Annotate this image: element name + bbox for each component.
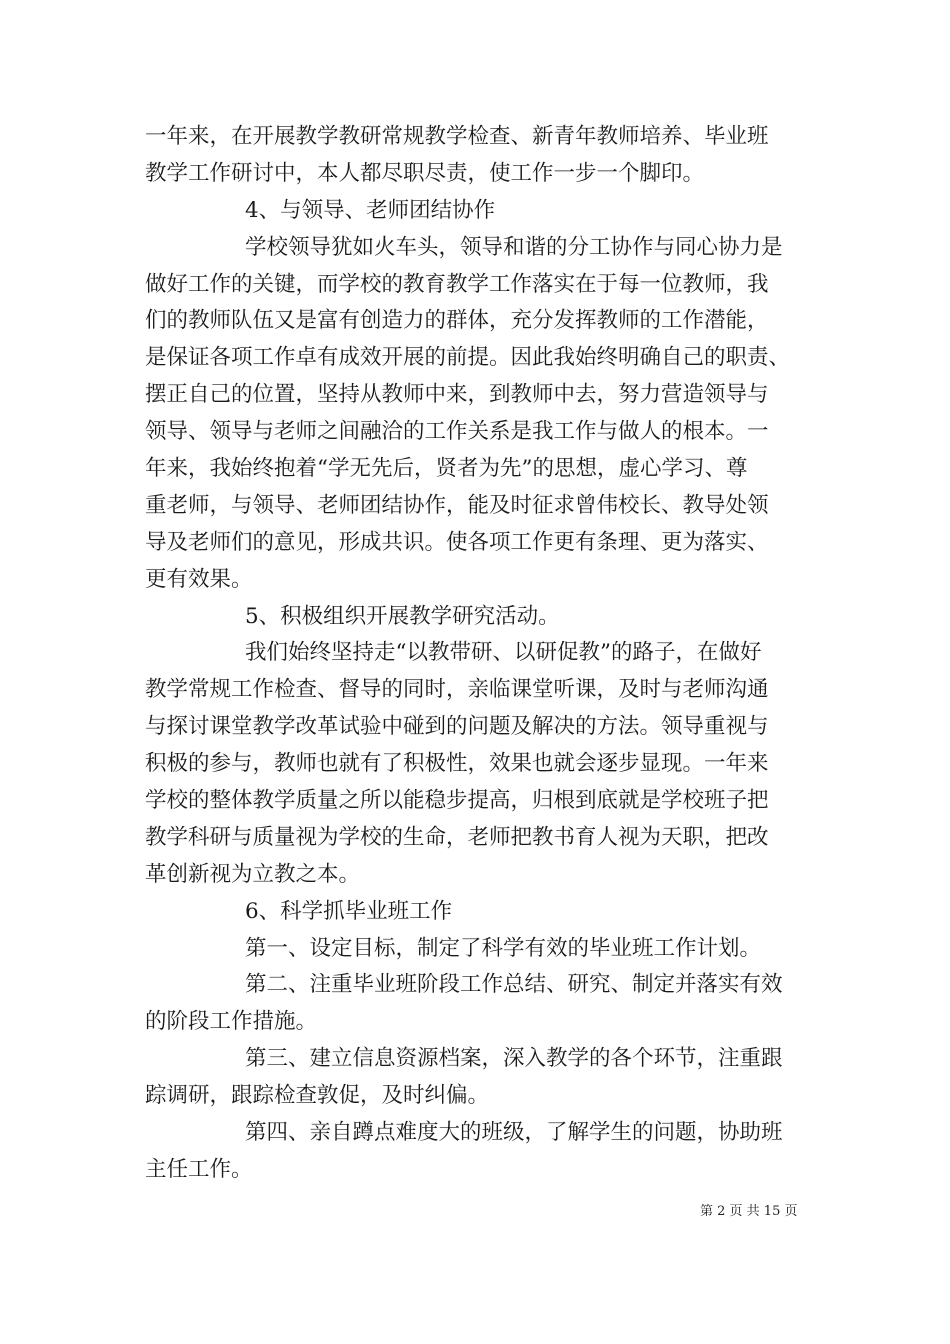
paragraph-line: 们的教师队伍又是富有创造力的群体，充分发挥教师的工作潜能， — [145, 308, 769, 334]
paragraph-line: 踪调研，跟踪检查敦促，及时纠偏。 — [145, 1083, 490, 1109]
paragraph-line: 年来，我始终抱着“学无先后，贤者为先”的思想，虚心学习、尊 — [145, 456, 748, 482]
paragraph-line: 重老师，与领导、老师团结协作，能及时征求曾伟校长、教导处领 — [145, 492, 769, 518]
paragraph-line: 教学常规工作检查、督导的同时，亲临课堂听课，及时与老师沟通 — [145, 677, 769, 703]
paragraph-line-indented: 第四、亲自蹲点难度大的班级，了解学生的问题，协助班 — [245, 1120, 783, 1146]
paragraph-line: 是保证各项工作卓有成效开展的前提。因此我始终明确自己的职责、 — [145, 345, 791, 371]
paragraph-line: 做好工作的关键，而学校的教育教学工作落实在于每一位教师，我 — [145, 271, 769, 297]
paragraph-line: 一年来，在开展教学教研常规教学检查、新青年教师培养、毕业班 — [145, 124, 769, 149]
paragraph-line: 主任工作。 — [145, 1156, 253, 1182]
page-number: 第 2 页 共 15 页 — [700, 1204, 798, 1219]
paragraph-line-indented: 4、与领导、老师团结协作 — [245, 197, 496, 223]
paragraph-line-indented: 第三、建立信息资源档案，深入教学的各个环节，注重跟 — [245, 1046, 783, 1072]
document-body — [145, 119, 810, 1189]
paragraph-line: 的阶段工作措施。 — [145, 1009, 318, 1035]
paragraph-line: 教学科研与质量视为学校的生命，老师把教书育人视为天职，把改 — [145, 824, 769, 850]
paragraph-line-indented: 6、科学抓毕业班工作 — [245, 898, 453, 924]
paragraph-line: 学校的整体教学质量之所以能稳步提高，归根到底就是学校班子把 — [145, 788, 769, 814]
paragraph-line: 摆正自己的位置，坚持从教师中来，到教师中去，努力营造领导与 — [145, 382, 769, 408]
paragraph-line: 教学工作研讨中，本人都尽职尽责，使工作一步一个脚印。 — [145, 160, 705, 186]
paragraph-line-indented: 第二、注重毕业班阶段工作总结、研究、制定并落实有效 — [245, 972, 783, 998]
paragraph-line: 革创新视为立教之本。 — [145, 861, 361, 887]
paragraph-line: 领导、领导与老师之间融洽的工作关系是我工作与做人的根本。一 — [145, 419, 769, 445]
paragraph-line: 积极的参与，教师也就有了积极性，效果也就会逐步显现。一年来 — [145, 751, 769, 777]
paragraph-line-indented: 5、积极组织开展教学研究活动。 — [245, 603, 560, 629]
paragraph-line-indented: 学校领导犹如火车头，领导和谐的分工协作与同心协力是 — [245, 234, 783, 260]
paragraph-line-indented: 第一、设定目标，制定了科学有效的毕业班工作计划。 — [245, 935, 762, 961]
paragraph-line-indented: 我们始终坚持走“以教带研、以研促教”的路子，在做好 — [245, 640, 762, 666]
paragraph-line: 与探讨课堂教学改革试验中碰到的问题及解决的方法。领导重视与 — [145, 714, 769, 740]
paragraph-line: 导及老师们的意见，形成共识。使各项工作更有条理、更为落实、 — [145, 529, 769, 555]
paragraph-line: 更有效果。 — [145, 566, 253, 592]
